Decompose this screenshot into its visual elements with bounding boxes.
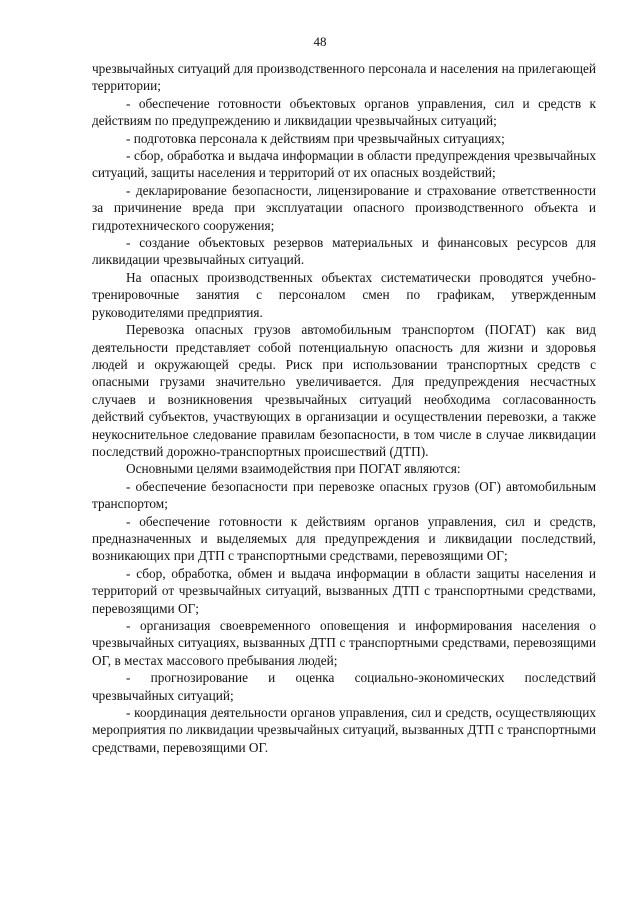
list-item-response-readiness: - обеспечение готовности к действиям органов управления, сил и средств, предназначенных и выделяемых для предупреждения и ликвидации последствий, возникающих при ДТП с транспортными средствами, перевозящими ОГ; — [92, 513, 596, 564]
list-item-forecasting: - прогнозирование и оценка социально-экономических последствий чрезвычайных ситуаций; — [92, 670, 596, 703]
list-item-personnel-training: - подготовка персонала к действиям при чрезвычайных ситуациях; — [126, 130, 505, 146]
page-number: 48 — [313, 34, 327, 49]
paragraph-training-sessions: На опасных производственных объектах систематически проводятся учебно-тренировочные занятия с персоналом смен по графикам, утвержденным руководителями предприятия. — [92, 269, 596, 320]
list-item-coordination: - координация деятельности органов управления, сил и средств, осуществляющих мероприятия по ликвидации чрезвычайных ситуаций, вызванных ДТП с транспортными средствами, перевозящими ОГ. — [92, 705, 596, 755]
list-item-transport-safety: - обеспечение безопасности при перевозке опасных грузов (ОГ) автомобильным транспортом; — [92, 478, 596, 512]
page-body — [92, 60, 596, 756]
list-item-safety-declaration: - декларирование безопасности, лицензирование и страхование ответственности за причинение вреда при эксплуатации опасного производственного объекта и гидротехнического сооружения; — [92, 182, 596, 233]
list-item-public-warning: - организация своевременного оповещения и информирования населения о чрезвычайных ситуациях, вызванных ДТП с транспортными средствами, перевозящими ОГ, в местах массового пребывания людей; — [92, 618, 596, 668]
list-item-readiness: - обеспечение готовности объектовых органов управления, сил и средств к действиям по предупреждению и ликвидации чрезвычайных ситуаций; — [92, 95, 596, 129]
list-item-information-exchange: - сбор, обработка, обмен и выдача информации в области защиты населения и территорий от чрезвычайных ситуаций, вызванных ДТП с транспортными средствами, перевозящими ОГ; — [92, 565, 596, 616]
paragraph-dangerous-goods-transport: Перевозка опасных грузов автомобильным транспортом (ПОГАТ) как вид деятельности представляет собой потенциальную опасность для жизни и здоровья людей и окружающей среды. Риск при использовании транспортных средств с опасными грузами значительно увеличивается. Для предупреждения несчастных случаев и возникновения чрезвычайных ситуаций необходима согласованность действий субъектов, участвующих в организации и осуществлении перевозки, а также неукоснительное следование правилам безопасности, в том числе в случае ликвидации последствий дорожно-транспортных происшествий (ДТП). — [92, 322, 596, 459]
paragraph-continuation: чрезвычайных ситуаций для производственного персонала и населения на прилегающей территории; — [92, 61, 596, 94]
paragraph-interaction-goals-intro: Основными целями взаимодействия при ПОГАТ являются: — [126, 461, 461, 477]
list-item-reserves: - создание объектовых резервов материальных и финансовых ресурсов для ликвидации чрезвычайных ситуаций. — [92, 235, 596, 268]
list-item-information-collection: - сбор, обработка и выдача информации в области предупреждения чрезвычайных ситуаций, защиты населения и территорий от их опасных воздействий; — [92, 148, 596, 181]
